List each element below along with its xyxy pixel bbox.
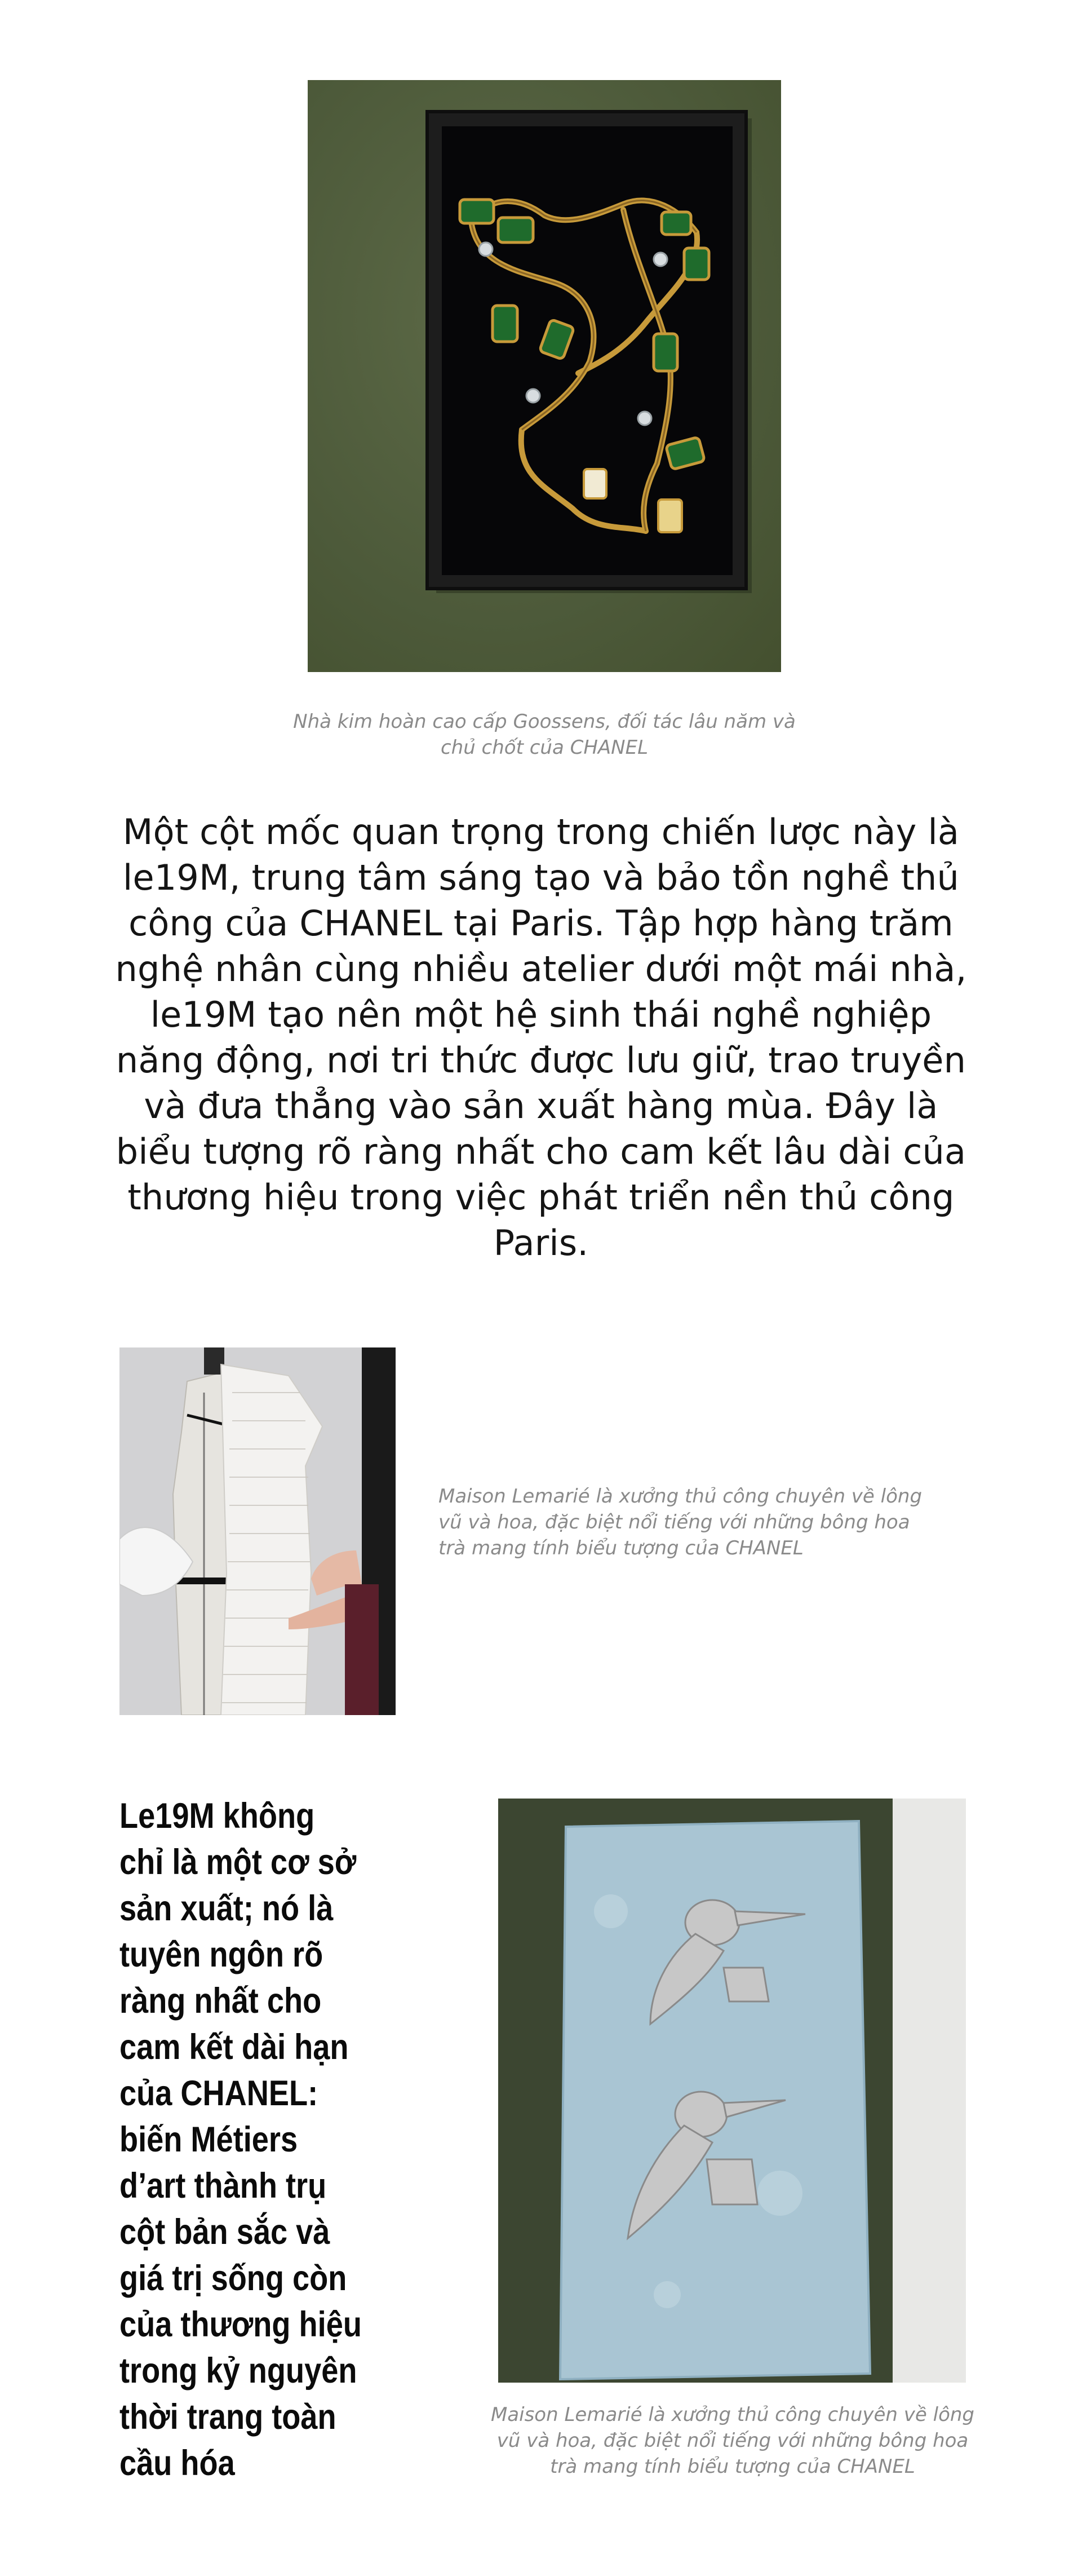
pull-quote: Le19M không chỉ là một cơ sở sản xuất; nó là tuyên ngôn rõ ràng nhất cho cam kết dài hạn của CHANEL: biến Métiers d’art thành trụ cột bản sắc và giá trị sống còn của thương hiệu trong kỷ nguyên thời trang toàn cầu hóa (119, 1796, 362, 2483)
figure-caption: Maison Lemarié là xưởng thủ công chuyên về lông vũ và hoa, đặc biệt nổi tiếng với những bông hoa trà mang tính biểu tượng của CHANEL (490, 2403, 975, 2478)
mannequin-photo (119, 1347, 396, 1715)
jewelry-box-photo (308, 80, 781, 672)
figure-caption: Maison Lemarié là xưởng thủ công chuyên về lông vũ và hoa, đặc biệt nổi tiếng với những bông hoa trà mang tính biểu tượng của CHANEL (438, 1485, 923, 1559)
figure-caption: Nhà kim hoàn cao cấp Goossens, đối tác lâu năm và chủ chốt của CHANEL (293, 710, 796, 759)
hummingbird-brooch-photo (498, 1799, 966, 2383)
body-paragraph: Một cột mốc quan trọng trong chiến lược này là le19M, trung tâm sáng tạo và bảo tồn nghề thủ công của CHANEL tại Paris. Tập hợp hàng trăm nghệ nhân cùng nhiều atelier dưới một mái nhà, le19M tạo nên một hệ sinh thái nghề nghiệp năng động, nơi tri thức được lưu giữ, trao truyền và đưa thẳng vào sản xuất hàng mùa. Đây là biểu tượng rõ ràng nhất cho cam kết lâu dài của thương hiệu trong việc phát triển nền thủ công Paris. (115, 811, 967, 1263)
